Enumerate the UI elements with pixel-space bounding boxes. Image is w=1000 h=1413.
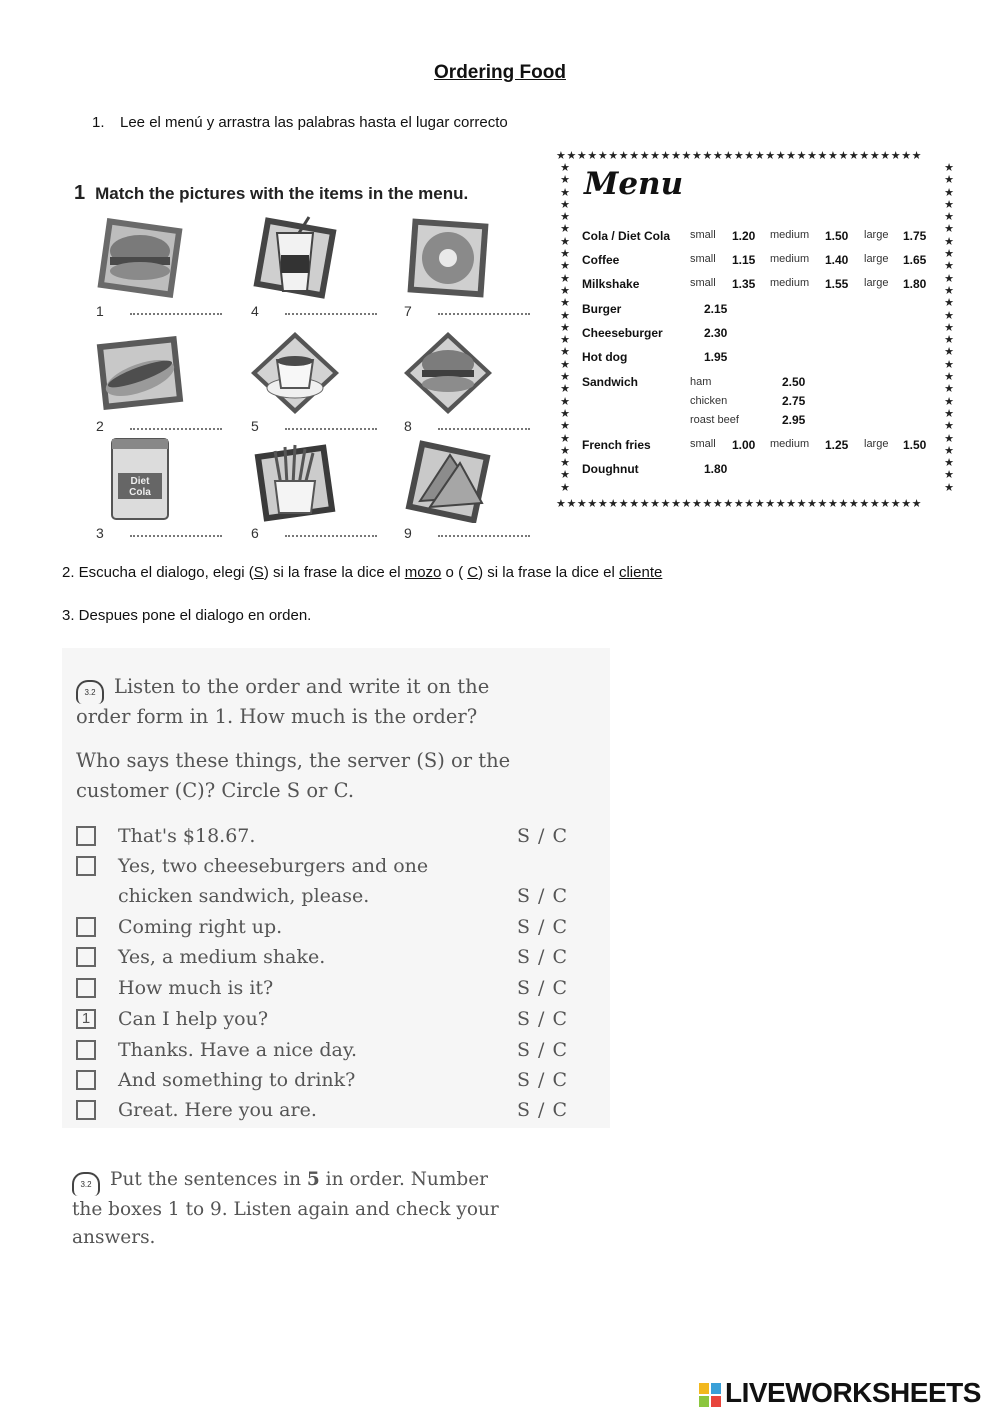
price: 1.65 xyxy=(903,253,927,267)
price: 1.25 xyxy=(825,438,849,452)
menu-item: Cola / Diet Cola xyxy=(582,229,671,243)
price: 1.75 xyxy=(903,229,927,243)
price: 1.55 xyxy=(825,277,849,291)
sentence-text: Great. Here you are. xyxy=(118,1099,317,1121)
logo-mark-icon xyxy=(699,1383,721,1407)
headphones-icon: 3.2 xyxy=(72,1172,100,1196)
logo-text: LIVEWORKSHEETS xyxy=(725,1377,981,1408)
dialog-sentence xyxy=(76,973,586,1003)
menu-item: Burger xyxy=(582,302,622,316)
size-label: medium xyxy=(770,438,810,450)
answer-blank[interactable] xyxy=(438,535,530,537)
picture-number: 4 xyxy=(251,303,259,319)
size-label: medium xyxy=(770,253,810,265)
order-box[interactable] xyxy=(76,978,96,998)
page-title: Ordering Food xyxy=(434,62,566,83)
instruction-text: o ( xyxy=(441,564,468,581)
answer-blank[interactable] xyxy=(130,428,222,430)
menu-board xyxy=(556,150,958,510)
order-box[interactable] xyxy=(76,1040,96,1060)
picture-number: 1 xyxy=(96,303,104,319)
dialog-sentence xyxy=(76,821,586,851)
sentence-text: And something to drink? xyxy=(118,1069,356,1091)
price: 1.35 xyxy=(732,277,756,291)
cola-cup-icon xyxy=(247,215,343,301)
size-label: medium xyxy=(770,229,810,241)
server-customer-choice[interactable]: S / C xyxy=(516,1039,568,1061)
diet-cola-icon xyxy=(92,437,188,523)
sentence-text: That's $18.67. xyxy=(118,825,256,847)
menu-item: Doughnut xyxy=(582,462,639,476)
order-text: Put the sentences in xyxy=(110,1169,307,1190)
star-border-left: ★ ★ ★ ★ ★ ★ ★ ★ ★ ★ ★ ★ ★ ★ ★ ★ ★ ★ ★ ★ ★ ★ ★ ★ ★ ★ ★ xyxy=(560,162,570,494)
price: 2.30 xyxy=(704,326,728,340)
picture-cell-2 xyxy=(70,330,220,438)
price: 2.15 xyxy=(704,302,728,316)
price: 1.20 xyxy=(732,229,756,243)
picture-number: 5 xyxy=(251,418,259,434)
order-box[interactable] xyxy=(76,856,96,876)
star-border-right: ★ ★ ★ ★ ★ ★ ★ ★ ★ ★ ★ ★ ★ ★ ★ ★ ★ ★ ★ ★ ★ ★ ★ ★ ★ ★ ★ xyxy=(944,162,954,494)
server-customer-choice[interactable]: S / C xyxy=(516,1008,568,1030)
star-border-top: ★★★★★★★★★★★★★★★★★★★★★★★★★★★★★★★★★★★ xyxy=(556,150,923,162)
order-box[interactable] xyxy=(76,1100,96,1120)
menu-item: Cheeseburger xyxy=(582,326,663,340)
price: 1.50 xyxy=(903,438,927,452)
picture-cell-6 xyxy=(225,437,375,545)
size-label: large xyxy=(864,229,889,241)
svg-text:Diet: Diet xyxy=(130,476,150,487)
menu-item: Coffee xyxy=(582,253,620,267)
instruction-text: ) si la frase la dice el xyxy=(263,564,405,581)
price: 1.50 xyxy=(825,229,849,243)
price: 1.40 xyxy=(825,253,849,267)
size-label: small xyxy=(690,438,716,450)
instruction-text: 2. Escucha el dialogo, elegi ( xyxy=(62,564,254,581)
size-label: small xyxy=(690,253,716,265)
order-text-bold: 5 xyxy=(306,1169,320,1190)
exercise-number: 1 xyxy=(74,182,86,204)
price: 1.95 xyxy=(704,350,728,364)
order-box[interactable] xyxy=(76,1070,96,1090)
order-instruction-line xyxy=(62,1166,542,1196)
order-instruction xyxy=(62,1166,542,1252)
dialog-sentence xyxy=(76,912,586,942)
server-customer-choice[interactable]: S / C xyxy=(516,946,568,968)
french-fries-icon xyxy=(247,437,343,523)
size-label: small xyxy=(690,229,716,241)
server-customer-choice[interactable]: S / C xyxy=(516,885,568,907)
picture-cell-4 xyxy=(225,215,375,323)
dialog-instruction xyxy=(76,672,489,704)
cheeseburger-icon xyxy=(400,330,496,416)
menu-item: Hot dog xyxy=(582,350,628,364)
dialog-sentence xyxy=(76,1035,586,1065)
dialog-question-text: customer (C)? Circle S or C. xyxy=(76,779,355,802)
price: 1.15 xyxy=(732,253,756,267)
picture-number: 9 xyxy=(404,525,412,541)
server-customer-choice[interactable]: S / C xyxy=(516,1069,568,1091)
instruction-text: ) si la frase la dice el xyxy=(478,564,619,581)
dialog-sentence xyxy=(76,1065,586,1095)
order-box[interactable] xyxy=(76,826,96,846)
picture-number: 8 xyxy=(404,418,412,434)
svg-text:Cola: Cola xyxy=(129,487,151,498)
price: 1.80 xyxy=(903,277,927,291)
variant-label: roast beef xyxy=(690,414,739,426)
match-heading-text: Match the pictures with the items in the menu. xyxy=(95,184,469,203)
price: 2.50 xyxy=(782,375,806,389)
picture-number: 7 xyxy=(404,303,412,319)
instruction-3: 3. Despues pone el dialogo en orden. xyxy=(62,607,312,624)
sentence-text: Yes, a medium shake. xyxy=(118,946,326,968)
order-box[interactable] xyxy=(76,947,96,967)
order-instruction-line: the boxes 1 to 9. Listen again and check your xyxy=(72,1199,499,1220)
order-instruction-line: answers. xyxy=(72,1227,156,1248)
sentence-text: How much is it? xyxy=(118,977,274,999)
variant-label: chicken xyxy=(690,395,728,407)
burger-icon xyxy=(92,215,188,301)
answer-blank[interactable] xyxy=(285,428,377,430)
dialog-sentence xyxy=(76,851,586,911)
coffee-icon xyxy=(247,330,343,416)
size-label: small xyxy=(690,277,716,289)
instruction-number: 1. xyxy=(92,114,105,131)
size-label: medium xyxy=(770,277,810,289)
match-pictures-exercise xyxy=(60,175,530,545)
sentence-text: chicken sandwich, please. xyxy=(118,885,370,907)
order-box[interactable] xyxy=(76,917,96,937)
order-box[interactable]: 1 xyxy=(76,1009,96,1029)
dialog-question-text: Who says these things, the server (S) or the xyxy=(76,749,511,772)
dialog-exercise xyxy=(62,648,610,1128)
picture-cell-8 xyxy=(378,330,528,438)
size-label: large xyxy=(864,253,889,265)
picture-number: 2 xyxy=(96,418,104,434)
answer-blank[interactable] xyxy=(130,313,222,315)
price: 2.75 xyxy=(782,394,806,408)
doughnut-icon xyxy=(400,215,496,301)
price: 1.00 xyxy=(732,438,756,452)
customer-letter: C xyxy=(467,564,479,581)
picture-cell-9 xyxy=(378,437,528,545)
size-label: large xyxy=(864,438,889,450)
picture-cell-3 xyxy=(70,437,220,545)
match-heading xyxy=(74,182,468,205)
sentence-text: Can I help you? xyxy=(118,1008,269,1030)
server-customer-choice[interactable]: S / C xyxy=(516,1099,568,1121)
menu-item: Sandwich xyxy=(582,375,639,389)
dialog-sentence xyxy=(76,1004,586,1034)
picture-number: 3 xyxy=(96,525,104,541)
sentence-text: Yes, two cheeseburgers and one xyxy=(118,855,429,877)
dialog-sentence xyxy=(76,942,586,972)
server-customer-choice[interactable]: S / C xyxy=(516,977,568,999)
answer-blank[interactable] xyxy=(285,535,377,537)
variant-label: ham xyxy=(690,376,712,388)
order-text: in order. Number xyxy=(319,1169,488,1190)
sandwich-icon xyxy=(400,437,496,523)
customer-word: cliente xyxy=(618,564,663,581)
answer-blank[interactable] xyxy=(438,428,530,430)
picture-cell-5 xyxy=(225,330,375,438)
dialog-sentence xyxy=(76,1095,586,1125)
dialog-instruction-text: Listen to the order and write it on the xyxy=(114,675,490,698)
menu-item: French fries xyxy=(582,438,651,452)
server-customer-choice[interactable]: S / C xyxy=(516,825,568,847)
hotdog-icon xyxy=(92,330,188,416)
picture-cell-1 xyxy=(70,215,220,323)
headphones-icon: 3.2 xyxy=(76,680,104,704)
instruction-text: Lee el menú y arrastra las palabras hasta el lugar correcto xyxy=(120,114,508,131)
menu-item: Milkshake xyxy=(582,277,640,291)
sentence-text: Thanks. Have a nice day. xyxy=(118,1039,358,1061)
answer-blank[interactable] xyxy=(285,313,377,315)
dialog-instruction-text: order form in 1. How much is the order? xyxy=(76,705,478,728)
answer-blank[interactable] xyxy=(438,313,530,315)
picture-number: 6 xyxy=(251,525,259,541)
star-border-bottom: ★★★★★★★★★★★★★★★★★★★★★★★★★★★★★★★★★★★ xyxy=(556,498,923,510)
instruction-1 xyxy=(92,114,508,131)
server-customer-choice[interactable]: S / C xyxy=(516,916,568,938)
sentence-text: Coming right up. xyxy=(118,916,283,938)
size-label: large xyxy=(864,277,889,289)
picture-cell-7 xyxy=(378,215,528,323)
instruction-2 xyxy=(62,564,662,581)
waiter-word: mozo xyxy=(404,564,442,581)
server-letter: S xyxy=(253,564,264,581)
answer-blank[interactable] xyxy=(130,535,222,537)
price: 2.95 xyxy=(782,413,806,427)
price: 1.80 xyxy=(704,462,728,476)
menu-title: Menu xyxy=(584,166,684,202)
